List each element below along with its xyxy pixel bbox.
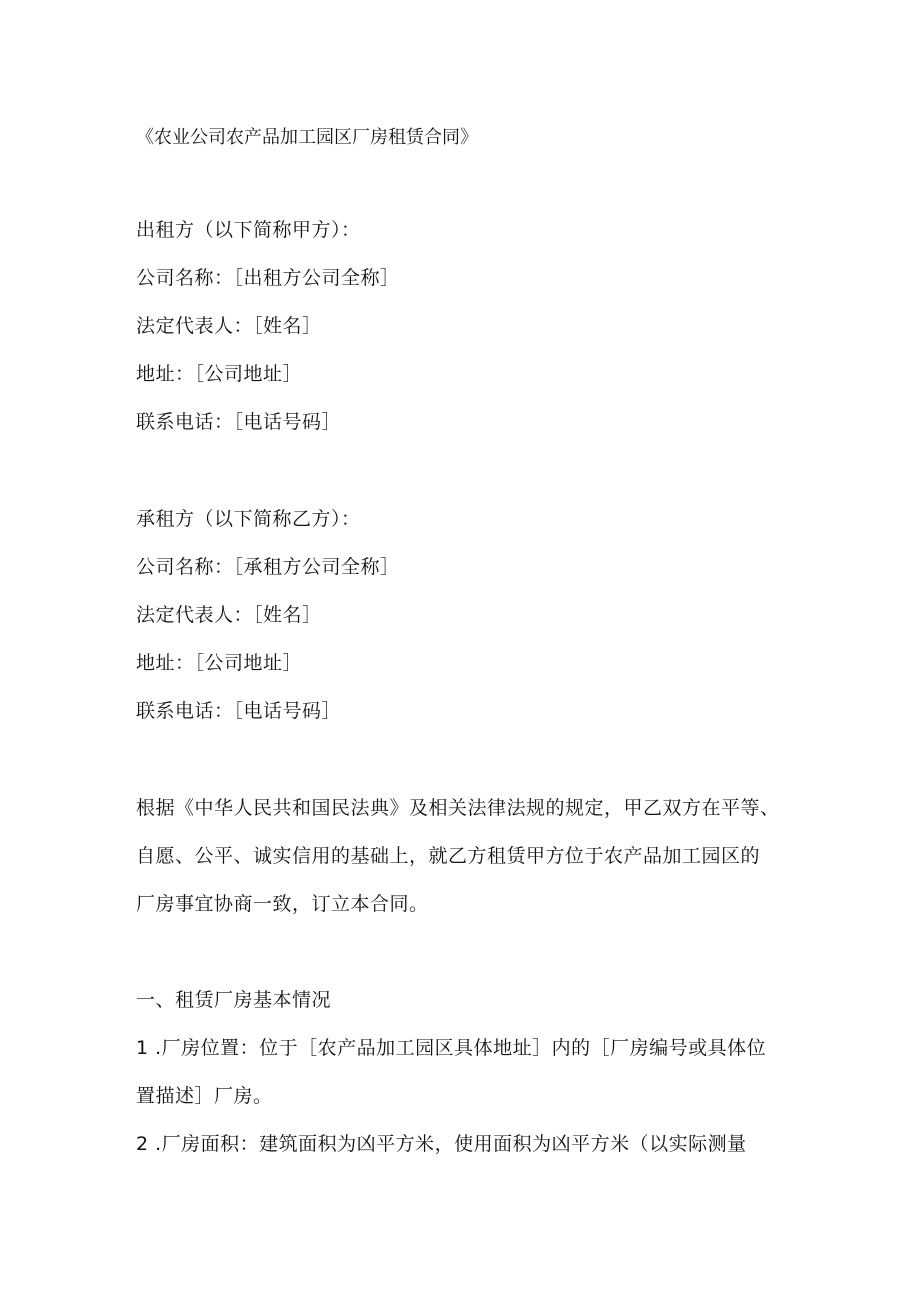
clause-line: 置描述］厂房。 [136,1085,273,1107]
lessee-address: 地址：［公司地址］ [136,652,303,674]
preamble-line: 厂房事宜协商一致，订立本合同。 [136,893,429,915]
lessee-phone: 联系电话：［电话号码］ [136,700,342,722]
section-heading: 一、租赁厂房基本情况 [136,989,332,1011]
lessee-heading: 承租方（以下简称乙方）： [136,508,361,530]
clause-line: 1 .厂房位置：位于［农产品加工园区具体地址］内的［厂房编号或具体位 [136,1037,767,1059]
lessor-heading: 出租方（以下简称甲方）： [136,219,361,241]
contract-title: 《农业公司农产品加工园区厂房租赁合同》 [136,127,478,148]
lessor-phone: 联系电话：［电话号码］ [136,411,342,433]
lessor-address: 地址：［公司地址］ [136,363,303,385]
lessor-representative: 法定代表人：［姓名］ [136,315,322,337]
clause-line: 2 .厂房面积：建筑面积为凶平方米，使用面积为凶平方米（以实际测量 [136,1133,747,1155]
lessee-company: 公司名称：［承租方公司全称］ [136,556,400,578]
preamble-line: 自愿、公平、诚实信用的基础上，就乙方租赁甲方位于农产品加工园区的 [136,845,761,867]
lessor-company: 公司名称：［出租方公司全称］ [136,267,400,289]
lessee-representative: 法定代表人：［姓名］ [136,604,322,626]
preamble-line: 根据《中华人民共和国民法典》及相关法律法规的规定，甲乙双方在平等、 [136,797,780,819]
